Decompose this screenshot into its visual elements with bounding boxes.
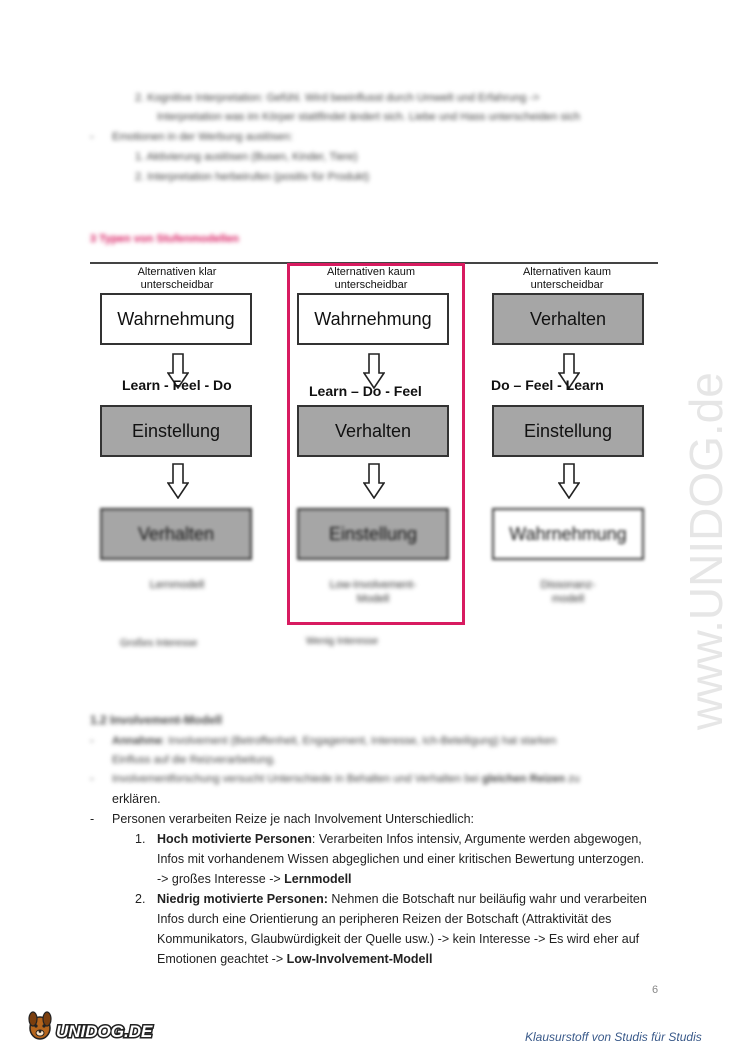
list-number: 2. (135, 892, 146, 906)
box-wahrnehmung: Wahrnehmung (297, 293, 449, 345)
list-item: 2. Interpretation herbeirufen (positiv für Produkt) (135, 171, 370, 183)
dash-item: - Involvementforschung versucht Unterschiede in Behalten und Verhalten bei gleichen Reizen zu (90, 773, 580, 785)
dash-item-continuation: Einfluss auf die Reizverarbeitung. (112, 754, 276, 766)
svg-text:UNIDOG.DE: UNIDOG.DE (56, 1022, 153, 1041)
list-item-niedrig: Niedrig motivierte Personen: Nehmen die Botschaft nur beiläufig wahr und verarbeiten Infos durch eine Orientierung an peripheren Reizen der Botschaft (Attraktivität des Kommunikators, Glaubwürdigkeit der Quelle usw.) -> kein Interesse -> Es wird eher auf Emotionen geachtet -> Low-Involvement-Modell (157, 892, 647, 966)
dog-mascot-icon (29, 1012, 51, 1039)
list-item-hoch: Hoch motivierte Personen: Verarbeiten Infos intensiv, Argumente werden abgewogen, Infos mit vorhandenem Wissen abgeglichen und einer kritischen Bewertung unterzogen. -> großes Interesse -> Lernmodell (157, 832, 645, 886)
sequence-label: Learn – Do - Feel (309, 383, 422, 399)
list-item: 1. Aktivierung auslösen (Busen, Kinder, Tiere) (135, 151, 358, 163)
column-label: Alternativen kaum unterscheidbar (326, 266, 416, 291)
list-number: 1. (135, 832, 146, 846)
list-item: 2. Kognitive Interpretation: Gefühl. Wird beeinflusst durch Umwelt und Erfahrung -> (135, 92, 540, 104)
model-name: Lernmodell (149, 579, 205, 591)
column-label: Alternativen klar unterscheidbar (137, 266, 217, 291)
svg-text:www.UNIDOG.de: www.UNIDOG.de (680, 372, 732, 730)
section-title: 1.2 Involvement-Modell (90, 713, 223, 727)
highlight-frame (287, 263, 465, 625)
sequence-label: Do – Feel - Learn (491, 377, 604, 393)
model-name: Low-Involvement- Modell (329, 579, 417, 605)
footer-tagline: Klausurstoff von Studis für Studis (525, 1030, 702, 1044)
page-number: 6 (652, 984, 659, 996)
dash-item: - Emotionen in der Werbung auslösen: (90, 131, 293, 143)
paragraph-line: Personen verarbeiten Reize je nach Involvement Unterschiedlich: (112, 812, 474, 826)
box-verhalten: Verhalten (100, 508, 252, 560)
interest-label: Wenig Interesse (306, 636, 379, 647)
sequence-label: Learn - Feel - Do (122, 377, 232, 393)
dash-bullet: - (90, 812, 95, 826)
section-title: 3 Typen von Stufenmodellen (90, 233, 239, 245)
arrow-down-icon (167, 463, 189, 499)
paragraph-line: erklären. (112, 792, 161, 806)
box-einstellung: Einstellung (100, 405, 252, 457)
arrow-down-icon (558, 463, 580, 499)
model-name: Dissonanz- modell (540, 579, 596, 605)
unidog-logo (22, 1006, 162, 1046)
box-einstellung: Einstellung (297, 508, 449, 560)
box-einstellung: Einstellung (492, 405, 644, 457)
interest-label: Großes Interesse (120, 638, 198, 649)
column-label: Alternativen kaum unterscheidbar (522, 266, 612, 291)
watermark (640, 270, 750, 750)
box-verhalten: Verhalten (297, 405, 449, 457)
dash-item: - Annahme: Involvement (Betroffenheit, Engagement, Interesse, Ich-Beteiligung) hat starken (90, 735, 557, 747)
box-wahrnehmung: Wahrnehmung (100, 293, 252, 345)
box-verhalten: Verhalten (492, 293, 644, 345)
list-item-continuation: Interpretation was im Körper stattfindet ändert sich. Liebe und Hass unterscheiden sich (157, 111, 581, 123)
box-wahrnehmung: Wahrnehmung (492, 508, 644, 560)
